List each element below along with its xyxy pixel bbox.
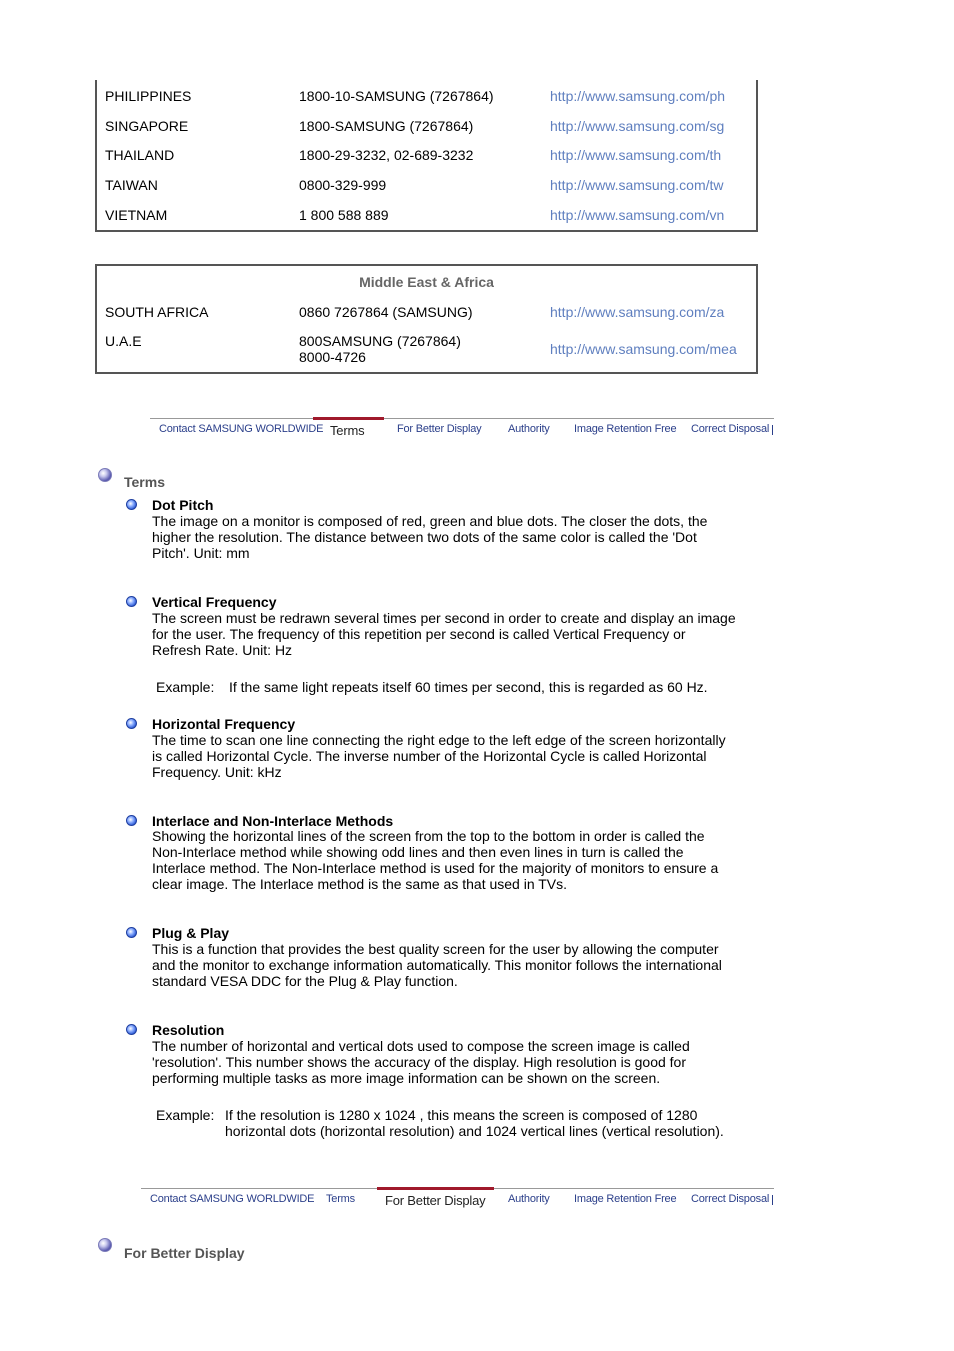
table-row <box>97 177 756 207</box>
nav-terms[interactable]: Terms <box>326 1193 355 1205</box>
section-bullet-icon <box>98 1238 112 1252</box>
example-label: Example: <box>156 1107 215 1123</box>
country-name: SOUTH AFRICA <box>105 304 209 320</box>
item-bullet-icon <box>126 499 137 510</box>
phone-number: 1800-SAMSUNG (7267864) <box>299 118 474 134</box>
term-title: Interlace and Non-Interlace Methods <box>152 813 394 829</box>
country-name: PHILIPPINES <box>105 88 192 104</box>
active-tab-indicator <box>377 1187 494 1190</box>
nav-correct-disposal[interactable]: Correct Disposal <box>691 423 770 435</box>
nav-bar-better-display <box>141 1188 774 1211</box>
term-title: Dot Pitch <box>152 497 214 513</box>
nav-bar-terms <box>150 418 774 441</box>
phone-number: 1 800 588 889 <box>299 207 389 223</box>
region-title: Middle East & Africa <box>359 274 494 290</box>
term-description: The screen must be redrawn several times per second in order to create and display an image for the user. The frequency of this repetition per second is called Vertical Frequency or Refresh Rate. Unit: Hz <box>152 610 736 658</box>
section-title-terms: Terms <box>124 474 165 490</box>
term-title: Vertical Frequency <box>152 594 277 610</box>
item-bullet-icon <box>126 815 137 826</box>
example-text: If the resolution is 1280 x 1024 , this means the screen is composed of 1280 horizontal dots (horizontal resolution) and 1024 vertical lines (vertical resolution). <box>225 1107 724 1139</box>
term-description: This is a function that provides the best quality screen for the user by allowing the computer and the monitor to exchange information automatically. This monitor follows the international standard VESA DDC for the Plug & Play function. <box>152 941 722 989</box>
section-bullet-icon <box>98 468 112 482</box>
active-tab-indicator <box>313 417 384 420</box>
term-description: Showing the horizontal lines of the screen from the top to the bottom in order is called the Non-Interlace method while showing odd lines and then even lines in turn is called the Interlace method. The Non-Interlace method is used for the majority of monitors to ensure a clear image. The Interlace method is the same as that used in TVs. <box>152 828 719 892</box>
example-text: If the same light repeats itself 60 times per second, this is regarded as 60 Hz. <box>229 679 708 695</box>
country-name: THAILAND <box>105 147 175 163</box>
phone-number: 1800-10-SAMSUNG (7267864) <box>299 88 494 104</box>
nav-divider <box>772 425 773 435</box>
section-title-better-display: For Better Display <box>124 1245 245 1261</box>
contact-table-asia <box>95 80 758 232</box>
nav-authority[interactable]: Authority <box>508 1193 550 1205</box>
website-link[interactable]: http://www.samsung.com/vn <box>550 207 725 223</box>
nav-correct-disposal[interactable]: Correct Disposal <box>691 1193 770 1205</box>
nav-contact-worldwide[interactable]: Contact SAMSUNG WORLDWIDE <box>159 423 324 435</box>
country-name: SINGAPORE <box>105 118 189 134</box>
term-title: Plug & Play <box>152 925 230 941</box>
country-name: U.A.E <box>105 333 142 349</box>
table-row <box>97 207 756 237</box>
table-row <box>97 333 756 373</box>
nav-terms[interactable]: Terms <box>330 423 365 438</box>
website-link[interactable]: http://www.samsung.com/sg <box>550 118 725 134</box>
nav-contact-worldwide[interactable]: Contact SAMSUNG WORLDWIDE <box>150 1193 315 1205</box>
country-name: VIETNAM <box>105 207 168 223</box>
nav-image-retention[interactable]: Image Retention Free <box>574 1193 677 1205</box>
item-bullet-icon <box>126 1024 137 1035</box>
website-link[interactable]: http://www.samsung.com/th <box>550 147 722 163</box>
term-description: The image on a monitor is composed of red, green and blue dots. The closer the dots, the higher the resolution. The distance between two dots of the same color is called the 'Dot Pitch'. Unit: mm <box>152 513 708 561</box>
item-bullet-icon <box>126 927 137 938</box>
phone-number: 0800-329-999 <box>299 177 387 193</box>
term-description: The time to scan one line connecting the right edge to the left edge of the screen horizontally is called Horizontal Cycle. The inverse number of the Horizontal Cycle is called Horizontal Frequency. Unit: kHz <box>152 732 726 780</box>
example-label: Example: <box>156 679 215 695</box>
term-description: The number of horizontal and vertical dots used to compose the screen image is called 'resolution'. This number shows the accuracy of the display. High resolution is good for performing multiple tasks as more image information can be shown on the screen. <box>152 1038 690 1086</box>
nav-divider <box>772 1195 773 1205</box>
website-link[interactable]: http://www.samsung.com/ph <box>550 88 726 104</box>
phone-number: 1800-29-3232, 02-689-3232 <box>299 147 474 163</box>
nav-better-display[interactable]: For Better Display <box>385 1193 486 1208</box>
website-link[interactable]: http://www.samsung.com/tw <box>550 177 724 193</box>
term-title: Resolution <box>152 1022 225 1038</box>
phone-number: 0860 7267864 (SAMSUNG) <box>299 304 473 320</box>
phone-number-secondary: 8000-4726 <box>299 349 366 365</box>
item-bullet-icon <box>126 596 137 607</box>
nav-authority[interactable]: Authority <box>508 423 550 435</box>
website-link[interactable]: http://www.samsung.com/mea <box>550 341 737 357</box>
table-row <box>97 88 756 118</box>
term-title: Horizontal Frequency <box>152 716 296 732</box>
country-name: TAIWAN <box>105 177 158 193</box>
table-row <box>97 304 756 334</box>
table-row <box>97 118 756 148</box>
phone-number: 800SAMSUNG (7267864) <box>299 333 461 349</box>
contact-table-middle-east-africa <box>95 264 758 374</box>
item-bullet-icon <box>126 718 137 729</box>
table-row <box>97 147 756 177</box>
nav-image-retention[interactable]: Image Retention Free <box>574 423 677 435</box>
nav-better-display[interactable]: For Better Display <box>397 423 482 435</box>
website-link[interactable]: http://www.samsung.com/za <box>550 304 725 320</box>
